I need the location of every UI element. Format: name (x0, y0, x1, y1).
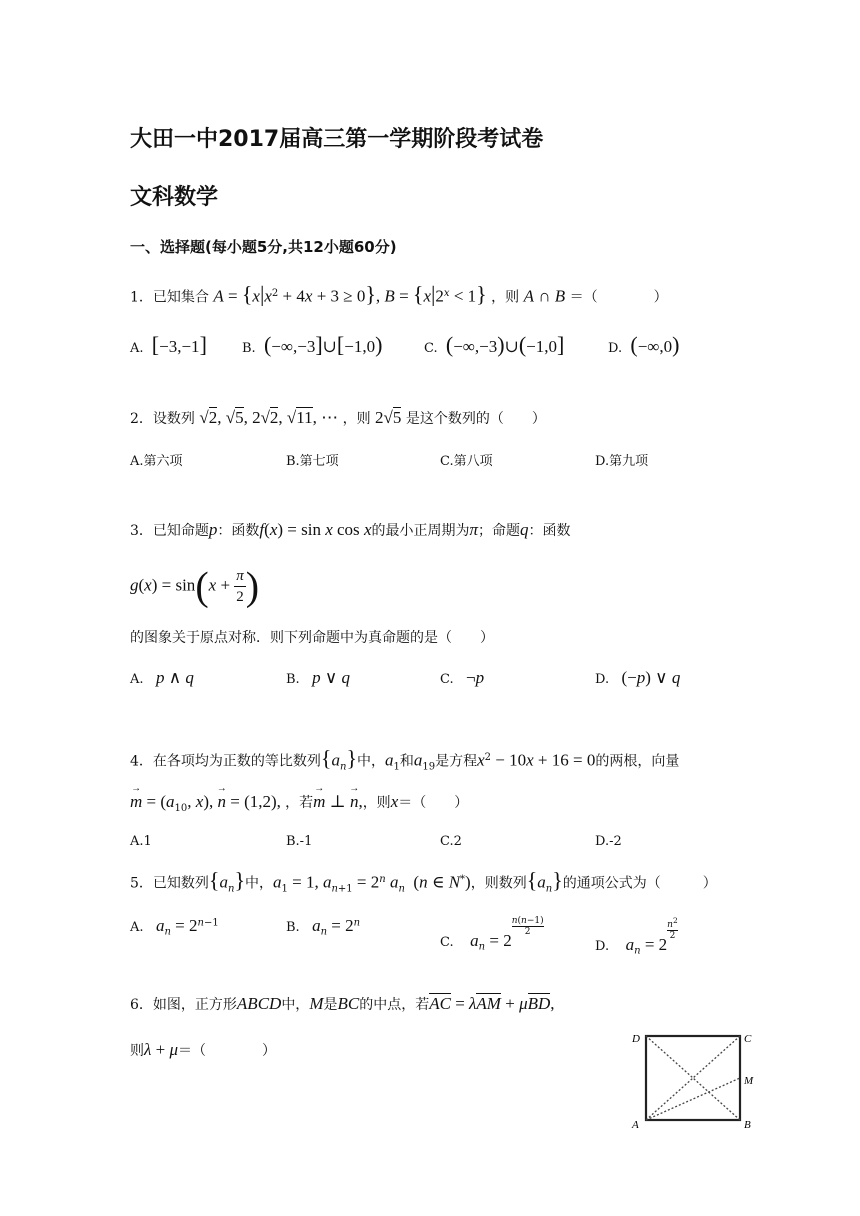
q2-sequence: √2, √5, 2√2, √11, ⋯ (199, 408, 339, 427)
question-6: 6．如图，正方形ABCD中，M是BC的中点，若AC = λAM + μBD, (130, 994, 555, 1013)
q1-option-d: D. (−∞,0) (608, 332, 680, 357)
q3-option-d: D. (−p) ∨ q (595, 668, 681, 687)
q3-option-c: C. ¬p (440, 668, 485, 687)
q4-vectors: → $m = (a_{10}$, x), → n = (1,2), ，若→ m ⊥ → n,，则x＝（ ） (130, 792, 468, 819)
question-1: 1．已知集合 $A = \{x|x^2 + 4x + 3 \ge 0\}$, $B = \{x|2^x < 1\}$ ，则 A ∩ B ＝（ ） (130, 281, 668, 307)
q5-option-b: B. $a_n = 2^n$ (286, 916, 361, 938)
q3-option-b: B. p ∨ q (286, 668, 351, 687)
q6-line2: 则λ + μ＝（ ） (130, 1040, 277, 1059)
q5-option-d: D. $a_n = 2$ $^{\frac{n^2}{2}}$ (595, 916, 678, 957)
q1-option-b: B. (−∞,−3]∪[−1,0) (242, 332, 383, 357)
q4-option-b: B.-1 (286, 834, 313, 849)
q2-option-b: B.第七项 (286, 454, 339, 469)
square-figure (628, 1026, 754, 1132)
q1-option-c: C. (−∞,−3)∪(−1,0] (424, 332, 565, 357)
label-a: A (632, 1119, 639, 1131)
q1-option-a: A. [−3,−1] (130, 332, 207, 357)
q2-text: 2．设数列 (130, 411, 195, 427)
diagonal-bd (646, 1036, 740, 1120)
q1-text: 1．已知集合 (130, 289, 209, 306)
q3-formula-g: g(x) = sin(x + $\frac{\pi}{2}$ ) (130, 563, 260, 609)
q4-option-c: C.2 (440, 834, 462, 849)
q1-paren: ＝（ ） (569, 289, 668, 306)
question-3: 3．已知命题p：函数f(x) = sin x cos x的最小正周期为π；命题q：函数 (130, 520, 571, 539)
diagonal-ac (646, 1036, 740, 1120)
question-2: 2．设数列 √2, √5, 2√2, √11, ⋯ ，则 2√5 是这个数列的（ ） (130, 408, 546, 427)
q5-option-c: C. $a_n = 2$ $^{\frac{n(n-1)}{2}}$ (440, 916, 544, 953)
q3-option-a: A. p ∧ q (130, 668, 194, 687)
segment-am (646, 1078, 740, 1120)
exam-title: 大田一中2017届高三第一学期阶段考试卷 (130, 127, 544, 152)
q5-option-a: A. $a_n = 2^{n-1}$ (130, 916, 219, 938)
q3-statement: 的图象关于原点对称．则下列命题中为真命题的是（ ） (130, 630, 494, 646)
q4-option-d: D.-2 (595, 834, 622, 849)
label-m: M (744, 1075, 754, 1087)
section-heading: 一、选择题(每小题5分,共12小题60分) (130, 238, 397, 256)
label-c: C (744, 1033, 752, 1045)
q1-tail: ，则 (491, 289, 520, 306)
label-d: D (632, 1033, 640, 1045)
q2-option-d: D.第九项 (595, 454, 649, 469)
q2-option-a: A.第六项 (130, 454, 183, 469)
question-5: 5．已知数列$\{a_n\}$中，$a_1 = 1$, $a_{n+1} = 2^n$ $a_n$ (n ∈ N*)，则数列$\{a_n\}$的通项公式为（ ） (130, 867, 717, 895)
square-outline (646, 1036, 740, 1120)
q1-formula: A (213, 286, 224, 306)
q4-option-a: A.1 (130, 834, 152, 849)
q2-option-c: C.第八项 (440, 454, 493, 469)
question-4: 4．在各项均为正数的等比数列$\{a_n\}$中，$a_1$和$a_{19}$是方程$x^2 - 10x + 16 = 0$的两根，向量 (130, 745, 680, 773)
subject-title: 文科数学 (130, 185, 219, 210)
label-b: B (744, 1119, 751, 1131)
